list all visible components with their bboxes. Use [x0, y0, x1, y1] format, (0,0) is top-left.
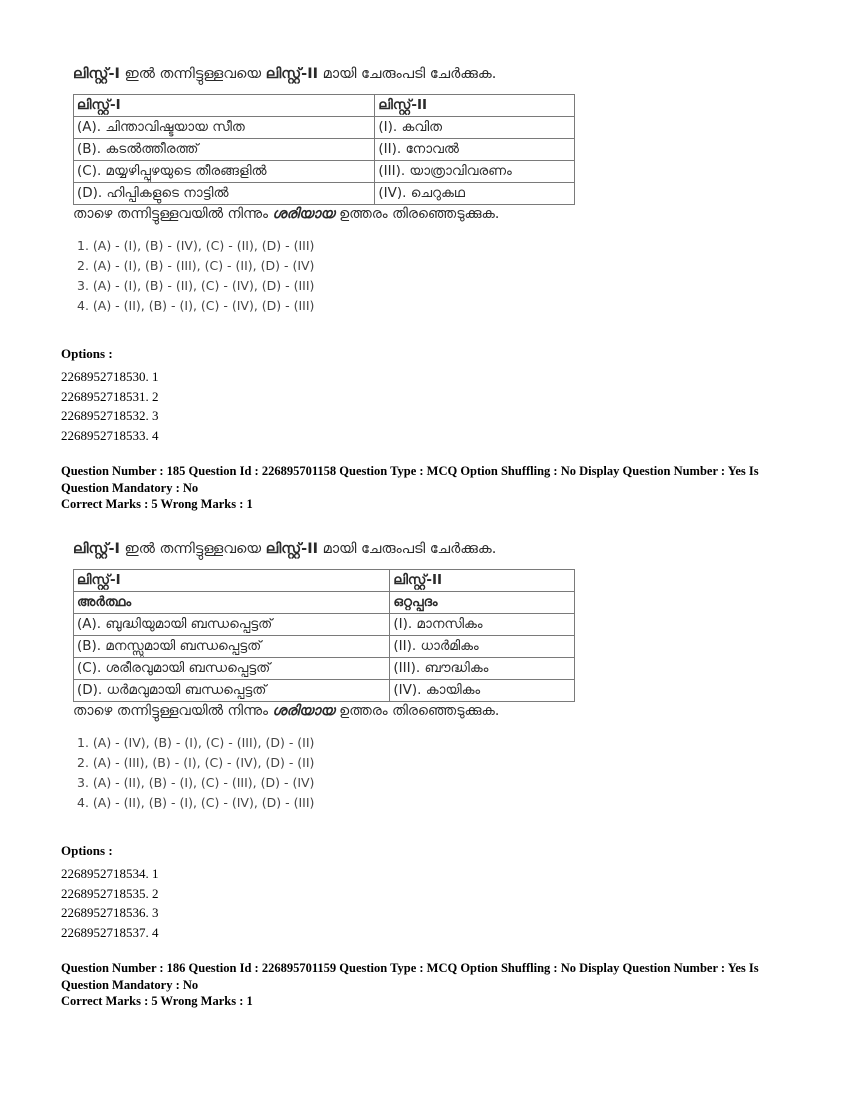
list-1-label: ലിസ്റ്റ്-I — [73, 541, 120, 557]
option-item: 2268952718533. 4 — [61, 427, 159, 443]
question-marks-line: Correct Marks : 5 Wrong Marks : 1 — [61, 497, 253, 511]
question-marks-line: Correct Marks : 5 Wrong Marks : 1 — [61, 994, 253, 1008]
question-185-header — [61, 463, 801, 513]
table-cell: (D). ധർമവുമായി ബന്ധപ്പെട്ടത് — [74, 680, 390, 702]
question-185-choices — [73, 733, 575, 813]
table-cell: (III). യാത്രാവിവരണം — [375, 161, 575, 183]
prompt-text: മായി ചേരുംപടി ചേർക്കുക. — [317, 66, 497, 82]
question-184-choices — [73, 236, 575, 316]
table-header-cell: ലിസ്റ്റ്-II — [375, 95, 575, 117]
table-cell: (I). മാനസികം — [390, 614, 575, 636]
choice-item: 4. (A) - (II), (B) - (I), (C) - (IV), (D) - (III) — [77, 298, 315, 313]
choice-item: 4. (A) - (II), (B) - (I), (C) - (IV), (D) - (III) — [77, 795, 315, 810]
list-2-label: ലിസ്റ്റ്-II — [265, 541, 318, 557]
instruction-text: താഴെ തന്നിട്ടുള്ളവയിൽ നിന്നും — [73, 206, 273, 222]
question-185-options — [61, 842, 159, 942]
choice-item: 3. (A) - (I), (B) - (II), (C) - (IV), (D) - (III) — [77, 278, 315, 293]
instruction-emphasis: ശരിയായ — [272, 703, 335, 719]
table-subheader-cell: അർത്ഥം — [74, 592, 390, 614]
table-row — [74, 139, 575, 161]
instruction-text: ഉത്തരം തിരഞ്ഞെടുക്കുക. — [334, 703, 500, 719]
instruction-text: താഴെ തന്നിട്ടുള്ളവയിൽ നിന്നും — [73, 703, 273, 719]
question-184-block — [73, 66, 575, 316]
option-item: 2268952718530. 1 — [61, 369, 159, 384]
list-2-label: ലിസ്റ്റ്-II — [265, 66, 318, 82]
question-184-prompt — [73, 66, 575, 82]
match-table-184 — [73, 94, 575, 205]
table-row — [74, 658, 575, 680]
options-label: Options : — [61, 843, 113, 858]
table-subheader-row — [74, 592, 575, 614]
table-cell: (B). മനസ്സുമായി ബന്ധപ്പെട്ടത് — [74, 636, 390, 658]
option-item: 2268952718537. 4 — [61, 924, 159, 940]
option-item: 2268952718535. 2 — [61, 885, 159, 901]
table-cell: (I). കവിത — [375, 117, 575, 139]
option-item: 2268952718532. 3 — [61, 408, 159, 423]
table-header-row — [74, 95, 575, 117]
table-row — [74, 161, 575, 183]
question-185-instruction — [73, 703, 575, 719]
choice-item: 1. (A) - (IV), (B) - (I), (C) - (III), (D) - (II) — [77, 735, 315, 750]
table-cell: (A). ചിന്താവിഷ്ടയായ സീത — [74, 117, 375, 139]
choice-item: 2. (A) - (III), (B) - (I), (C) - (IV), (D) - (II) — [77, 755, 315, 770]
question-184-instruction — [73, 206, 575, 222]
table-cell: (IV). ചെറുകഥ — [375, 183, 575, 205]
question-185-block — [73, 541, 575, 813]
instruction-text: ഉത്തരം തിരഞ്ഞെടുക്കുക. — [334, 206, 500, 222]
table-cell: (II). ധാർമികം — [390, 636, 575, 658]
question-meta-line: Question Mandatory : No — [61, 977, 199, 992]
table-cell: (C). മയ്യഴിപ്പുഴയുടെ തീരങ്ങളിൽ — [74, 161, 375, 183]
prompt-text: മായി ചേരുംപടി ചേർക്കുക. — [317, 541, 497, 557]
question-meta-line: Question Number : 185 Question Id : 226895701158 Question Type : MCQ Option Shuffling : No Display Question Number : Yes Is — [61, 464, 759, 478]
table-subheader-cell: ഒറ്റപ്പദം — [390, 592, 575, 614]
table-cell: (A). ബുദ്ധിയുമായി ബന്ധപ്പെട്ടത് — [74, 614, 390, 636]
choice-item: 3. (A) - (II), (B) - (I), (C) - (III), (D) - (IV) — [77, 775, 315, 790]
table-cell: (D). ഹിപ്പികളുടെ നാട്ടിൽ — [74, 183, 375, 205]
table-row — [74, 183, 575, 205]
prompt-text: ഇൽ തന്നിട്ടുള്ളവയെ — [119, 66, 266, 82]
table-header-cell: ലിസ്റ്റ്-II — [390, 570, 575, 592]
table-cell: (IV). കായികം — [390, 680, 575, 702]
choice-item: 1. (A) - (I), (B) - (IV), (C) - (II), (D) - (III) — [77, 238, 315, 253]
option-item: 2268952718534. 1 — [61, 866, 159, 881]
table-cell: (III). ബൗദ്ധികം — [390, 658, 575, 680]
list-1-label: ലിസ്റ്റ്-I — [73, 66, 120, 82]
question-meta-line: Question Number : 186 Question Id : 226895701159 Question Type : MCQ Option Shuffling : No Display Question Number : Yes Is — [61, 961, 759, 975]
table-cell: (C). ശരീരവുമായി ബന്ധപ്പെട്ടത് — [74, 658, 390, 680]
prompt-text: ഇൽ തന്നിട്ടുള്ളവയെ — [119, 541, 266, 557]
table-row — [74, 614, 575, 636]
table-header-cell: ലിസ്റ്റ്-I — [74, 95, 375, 117]
choice-item: 2. (A) - (I), (B) - (III), (C) - (II), (D) - (IV) — [77, 258, 315, 273]
table-row — [74, 636, 575, 658]
options-label: Options : — [61, 346, 113, 361]
table-cell: (II). നോവൽ — [375, 139, 575, 161]
option-item: 2268952718536. 3 — [61, 905, 159, 920]
match-table-185 — [73, 569, 575, 702]
question-184-options — [61, 345, 159, 445]
option-item: 2268952718531. 2 — [61, 388, 159, 404]
question-185-prompt — [73, 541, 575, 557]
table-header-row — [74, 570, 575, 592]
instruction-emphasis: ശരിയായ — [272, 206, 335, 222]
table-cell: (B). കടൽത്തീരത്ത് — [74, 139, 375, 161]
table-header-cell: ലിസ്റ്റ്-I — [74, 570, 390, 592]
question-186-header — [61, 960, 801, 1010]
question-meta-line: Question Mandatory : No — [61, 480, 199, 495]
table-row — [74, 117, 575, 139]
table-row — [74, 680, 575, 702]
